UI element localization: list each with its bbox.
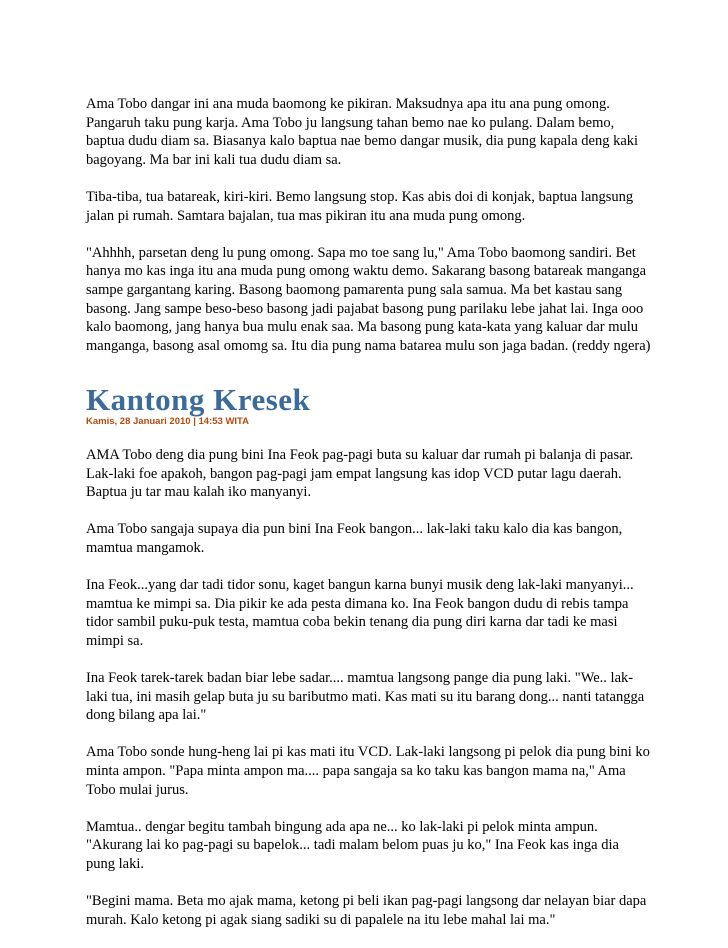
paragraph (86, 892, 654, 929)
text-line: Ama Tobo dangar ini ana muda baomong ke pikiran. Maksudnya apa itu ana pung omong. (86, 96, 610, 112)
text-line: minta ampon. "Papa minta ampon ma.... papa sangaja sa ko taku kas bangon mama na," Ama (86, 763, 626, 779)
text-line: baptua dudu diam sa. Biasanya kalo baptua nae bemo dangar musik, dia pung kapala deng kaki (86, 133, 639, 150)
text-line: Pangaruh taku pung karja. Ama Tobo ju langsung tahan bemo nae ko pulang. Dalam bemo, (86, 114, 615, 131)
text-line: "Begini mama. Beta mo ajak mama, ketong pi beli ikan pag-pagi langsong dar nelayan biar dapa (86, 893, 647, 910)
text-line: hanya mo kas inga itu ana muda pung omong waktu demo. Sakarang basong batareak manganga (86, 263, 647, 280)
text-line: tidor sambil puku-puk testa, mamtua coba bekin tenang dia pung diri karna dar tadi ke masi (86, 614, 618, 631)
document-page (86, 95, 654, 948)
article-section (86, 374, 654, 929)
text-line: laki tua, ini masih gelap buta ju su baributmo mati. Kas mati su itu barang dong... nanti tatangga (86, 688, 645, 705)
text-line: basong. Jang sampe beso-beso basong jadi pajabat basong pung parilaku lebe jahat lai. Inga ooo (86, 300, 644, 317)
text-line: Ama Tobo sangaja supaya dia pun bini Ina Feok bangon... lak-laki taku kalo dia kas bangon, (86, 521, 623, 538)
text-line: Ina Feok...yang dar tadi tidor sonu, kaget bangun karna bunyi musik deng lak-laki manyanyi... (86, 577, 634, 594)
text-line: Lak-laki foe apakoh, bangon pag-pagi jam empat langsung kas idop VCD putar lagu daerah. (86, 465, 622, 482)
text-line: Tobo mulai jurus. (86, 781, 189, 798)
text-line: murah. Kalo ketong pi agak siang sadiki su di papalele na itu lebe mahal lai ma." (86, 911, 556, 928)
text-line: manganga, basong asal omomg sa. Itu dia pung nama batarea mulu son jaga badan. (reddy ngera) (86, 337, 651, 354)
text-line: jalan pi rumah. Samtara bajalan, tua mas pikiran itu ana muda pung omong. (86, 207, 526, 224)
paragraph (86, 446, 654, 502)
text-line: "Akurang lai ko pag-pagi su bapelok... tadi malam belom puas ju ko," Ina Feok kas inga dia (86, 837, 619, 854)
text-line: mamtua ke mimpi sa. Dia pikir ke ada pesta dimana ko. Ina Feok bangon dudu di rebis tampa (86, 595, 629, 612)
text-line: Ina Feok tarek-tarek badan biar lebe sadar.... mamtua langsong pange dia pung laki. "We.. lak- (86, 670, 634, 687)
text-line: mamtua mangamok. (86, 539, 205, 556)
text-line: "Ahhhh, parsetan deng lu pung omong. Sapa mo toe sang lu," Ama Tobo baomong sandiri. Bet (86, 244, 636, 261)
text-line: kalo baomong, jang hanya bua mulu enak saa. Ma basong pung kata-kata yang kaluar dar mulu (86, 319, 639, 336)
text-line: Baptua ju tar mau kalah iko manyanyi. (86, 484, 312, 501)
paragraph (86, 95, 654, 169)
intro-section (86, 95, 654, 355)
text-line: dong bilang apa lai." (86, 707, 207, 724)
paragraph (86, 576, 654, 650)
text-line: mimpi sa. (86, 632, 144, 649)
paragraph (86, 520, 654, 557)
text-line: sampe gargantang karing. Basong baomong pamarenta pung sala samua. Ma bet kastau sang (86, 281, 623, 298)
text-line: Ama Tobo sonde hung-heng lai pi kas mati itu VCD. Lak-laki langsong pi pelok dia pung bini ko (86, 744, 650, 761)
article-dateline: Kamis, 28 Januari 2010 | 14:53 WITA (86, 415, 250, 427)
paragraph (86, 244, 654, 356)
text-line: Mamtua.. dengar begitu tambah bingung ada apa ne... ko lak-laki pi pelok minta ampun. (86, 818, 598, 835)
text-line: AMA Tobo deng dia pung bini Ina Feok pag-pagi buta su kaluar dar rumah pi balanja di pasar. (86, 446, 634, 463)
paragraph (86, 188, 654, 225)
text-line: bagoyang. Ma bar ini kali tua dudu diam sa. (86, 151, 342, 168)
text-line: pung laki. (86, 855, 144, 872)
text-line: Tiba-tiba, tua batareak, kiri-kiri. Bemo langsung stop. Kas abis doi di konjak, baptua langsung (86, 188, 634, 205)
paragraph (86, 669, 654, 725)
paragraph (86, 818, 654, 874)
paragraph (86, 743, 654, 799)
article-title: Kantong Kresek (86, 381, 311, 417)
